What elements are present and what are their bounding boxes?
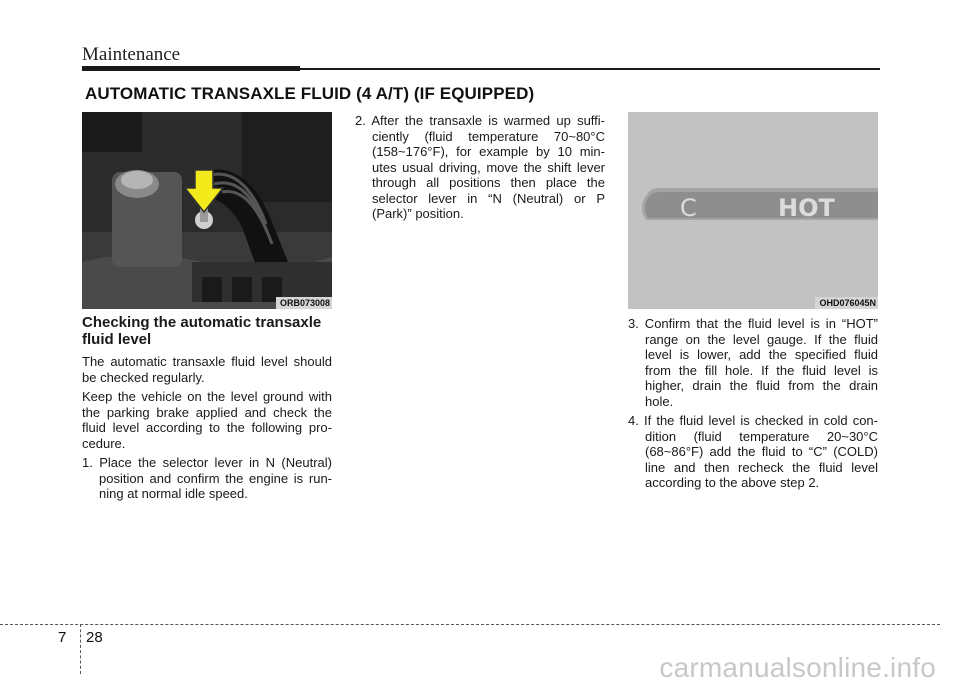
yellow-arrow-icon (82, 112, 332, 309)
dipstick-photo (628, 112, 878, 309)
dipstick-photo-code: OHD076045N (815, 297, 878, 309)
paragraph: Keep the vehicle on the level ground with the parking brake applied and check the fluid level according to the following pro-cedure. (82, 389, 332, 451)
footer-dashed-divider (80, 624, 81, 674)
dipstick-mark-hot: HOT (778, 194, 835, 222)
right-column (628, 316, 878, 495)
subheading: Checking the automatic transaxle fluid level (82, 314, 322, 348)
header-rule-thick (82, 66, 300, 71)
footer-dashed-rule (0, 624, 940, 625)
engine-photo (82, 112, 332, 309)
step-4: 4. If the fluid level is checked in cold con-dition (fluid temperature 20~30°C (68~86°F) add the fluid to “C” (COLD) line and then recheck the fluid level according to the above step 2. (628, 413, 878, 490)
dipstick-illustration (628, 112, 878, 309)
paragraph: The automatic transaxle fluid level should be checked regularly. (82, 354, 332, 385)
middle-column (355, 113, 605, 226)
section-header: Maintenance (82, 44, 181, 65)
page-number: 28 (86, 629, 103, 646)
step-3: 3. Confirm that the fluid level is in “HOT” range on the level gauge. If the fluid level is lower, add the specified fluid from the fill hole. If the fluid level is higher, drain the fluid from the drain hole. (628, 316, 878, 409)
step-1: 1. Place the selector lever in N (Neutral) position and confirm the engine is run-ning at normal idle speed. (82, 455, 332, 501)
watermark: carmanualsonline.info (659, 652, 936, 683)
chapter-number: 7 (58, 629, 67, 646)
dipstick-mark-cold: C (680, 194, 697, 222)
page-title: AUTOMATIC TRANSAXLE FLUID (4 A/T) (IF EQUIPPED) (85, 84, 535, 103)
engine-photo-code: ORB073008 (276, 297, 332, 309)
header-rule-thin (300, 68, 880, 70)
left-column (82, 314, 332, 506)
step-2: 2. After the transaxle is warmed up suffi-ciently (fluid temperature 70~80°C (158~176°F), for example by 10 min-utes usual driving, move the shift lever through all positions then place the selector lever in “N (Neutral) or P (Park)” position. (355, 113, 605, 221)
